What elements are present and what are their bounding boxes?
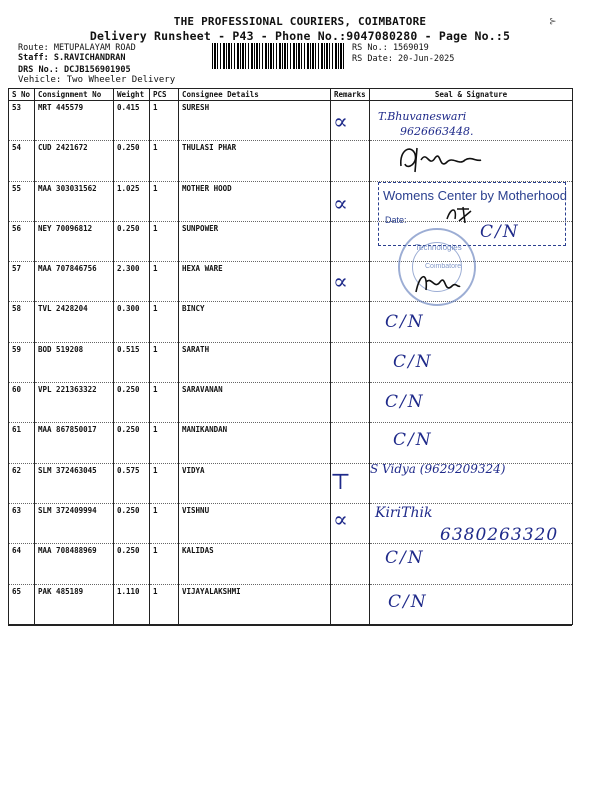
company-title: THE PROFESSIONAL COURIERS, COIMBATORE — [173, 15, 427, 28]
col-weight: Weight — [114, 89, 150, 101]
remark-mark-62: ⊤ — [330, 470, 351, 495]
signature-text-62: S Vidya (9629209324) — [370, 462, 506, 476]
signature-phone-63: 6380263320 — [440, 525, 559, 545]
cell-pcs: 1 — [150, 383, 179, 423]
cell-sno: 53 — [9, 101, 35, 141]
cn-mark-61: C/N — [393, 430, 433, 450]
cell-remarks — [331, 423, 370, 463]
cell-sno: 65 — [9, 584, 35, 624]
remark-mark-63: ∝ — [333, 508, 348, 533]
cell-sno: 62 — [9, 463, 35, 503]
table-bottom-rule — [8, 625, 572, 626]
cell-consignment: SLM 372463045 — [35, 463, 114, 503]
table-row — [9, 584, 573, 624]
cell-consignment: MRT 445579 — [35, 101, 114, 141]
cell-sno: 58 — [9, 302, 35, 342]
cell-consignment: CUD 2421672 — [35, 141, 114, 181]
cell-consignee: VISHNU — [179, 503, 331, 543]
cell-weight: 0.575 — [114, 463, 150, 503]
cn-mark-59: C/N — [393, 352, 433, 372]
cell-remarks — [331, 342, 370, 382]
cell-consignment: MAA 303031562 — [35, 181, 114, 221]
cn-mark-56: C/N — [480, 222, 520, 242]
table-row — [9, 342, 573, 382]
cell-pcs: 1 — [150, 463, 179, 503]
cell-consignee: BINCY — [179, 302, 331, 342]
cell-consignment: TVL 2428204 — [35, 302, 114, 342]
cell-remarks — [331, 221, 370, 261]
cell-pcs: 1 — [150, 503, 179, 543]
cell-weight: 1.110 — [114, 584, 150, 624]
runsheet-subtitle: Delivery Runsheet - P43 - Phone No.:9047080280 - Page No.:5 — [89, 29, 511, 43]
cell-sno: 56 — [9, 221, 35, 261]
staff-label: Staff: S.RAVICHANDRAN — [18, 53, 126, 63]
cell-sno: 61 — [9, 423, 35, 463]
cell-consignee: HEXA WARE — [179, 262, 331, 302]
signature-phone-53: 9626663448. — [400, 125, 474, 138]
cn-mark-64: C/N — [385, 548, 425, 568]
cell-pcs: 1 — [150, 181, 179, 221]
remark-mark-53: ∝ — [333, 110, 348, 135]
cell-pcs: 1 — [150, 262, 179, 302]
remark-mark-55: ∝ — [333, 192, 348, 217]
signature-name-53: T.Bhuvaneswari — [378, 110, 467, 123]
vehicle-label: Vehicle: Two Wheeler Delivery — [18, 75, 176, 85]
stamp-company-name: Womens Center by Motherhood — [383, 188, 568, 203]
cell-consignment: PAK 485189 — [35, 584, 114, 624]
cell-weight: 0.250 — [114, 221, 150, 261]
cell-weight: 2.300 — [114, 262, 150, 302]
cell-consignment: MAA 707846756 — [35, 262, 114, 302]
cell-weight: 0.300 — [114, 302, 150, 342]
cell-sno: 60 — [9, 383, 35, 423]
barcode-image — [212, 43, 344, 69]
cell-pcs: 1 — [150, 584, 179, 624]
cell-weight: 0.250 — [114, 544, 150, 584]
cell-weight: 0.515 — [114, 342, 150, 382]
stamp-date-label: Date: — [385, 215, 407, 225]
table-header-row — [9, 89, 573, 101]
remark-mark-57: ∝ — [333, 270, 348, 295]
cell-consignment: BOD 519208 — [35, 342, 114, 382]
cell-consignee: KALIDAS — [179, 544, 331, 584]
table-row — [9, 302, 573, 342]
cell-weight: 0.250 — [114, 383, 150, 423]
seal-text: Technologies — [415, 243, 462, 252]
col-consignment: Consignment No — [35, 89, 114, 101]
cell-consignee: SARATH — [179, 342, 331, 382]
cell-weight: 0.250 — [114, 141, 150, 181]
cn-mark-58: C/N — [385, 312, 425, 332]
cell-pcs: 1 — [150, 141, 179, 181]
cell-weight: 0.250 — [114, 503, 150, 543]
cell-remarks — [331, 141, 370, 181]
cell-weight: 1.025 — [114, 181, 150, 221]
cell-pcs: 1 — [150, 342, 179, 382]
route-label: Route: METUPALAYAM ROAD — [18, 43, 136, 53]
table-row — [9, 262, 573, 302]
col-pcs: PCS — [150, 89, 179, 101]
cell-pcs: 1 — [150, 221, 179, 261]
cell-consignment: MAA 708488969 — [35, 544, 114, 584]
col-sno: S No — [9, 89, 35, 101]
table-row — [9, 423, 573, 463]
cell-consignment: SLM 372409994 — [35, 503, 114, 543]
signature-name-63: KiriThik — [375, 505, 433, 521]
cell-remarks — [331, 302, 370, 342]
cell-consignment: VPL 221363322 — [35, 383, 114, 423]
table-row — [9, 544, 573, 584]
cell-consignment: MAA 867850017 — [35, 423, 114, 463]
cell-sno: 64 — [9, 544, 35, 584]
cell-consignment: NEY 70096812 — [35, 221, 114, 261]
cell-consignee: SUNPOWER — [179, 221, 331, 261]
cell-consignee: THULASI PHAR — [179, 141, 331, 181]
cn-mark-65: C/N — [388, 592, 428, 612]
table-row — [9, 101, 573, 141]
drs-number: DRS No.: DCJB156901905 — [18, 65, 131, 75]
cell-sno: 63 — [9, 503, 35, 543]
col-seal-signature: Seal & Signature — [370, 89, 573, 101]
table-row — [9, 383, 573, 423]
cell-weight: 0.415 — [114, 101, 150, 141]
cell-sno: 55 — [9, 181, 35, 221]
cell-consignee: MANIKANDAN — [179, 423, 331, 463]
rs-date: RS Date: 20-Jun-2025 — [352, 54, 455, 64]
cell-weight: 0.250 — [114, 423, 150, 463]
cell-remarks — [331, 544, 370, 584]
col-remarks: Remarks — [331, 89, 370, 101]
seal-text-2: Coimbatore — [425, 263, 462, 270]
cell-consignee: VIJAYALAKSHMI — [179, 584, 331, 624]
table-row — [9, 141, 573, 181]
cell-consignee: SURESH — [179, 101, 331, 141]
cell-sno: 59 — [9, 342, 35, 382]
col-consignee: Consignee Details — [179, 89, 331, 101]
cell-consignee: SARAVANAN — [179, 383, 331, 423]
cell-remarks — [331, 584, 370, 624]
cell-pcs: 1 — [150, 302, 179, 342]
cell-consignee: MOTHER HOOD — [179, 181, 331, 221]
cell-consignee: VIDYA — [179, 463, 331, 503]
cell-pcs: 1 — [150, 544, 179, 584]
cell-pcs: 1 — [150, 423, 179, 463]
corner-mark: ⊱ — [549, 17, 557, 27]
cell-sno: 57 — [9, 262, 35, 302]
rs-number: RS No.: 1569019 — [352, 43, 429, 53]
cn-mark-60: C/N — [385, 392, 425, 412]
cell-sno: 54 — [9, 141, 35, 181]
cell-remarks — [331, 383, 370, 423]
cell-pcs: 1 — [150, 101, 179, 141]
